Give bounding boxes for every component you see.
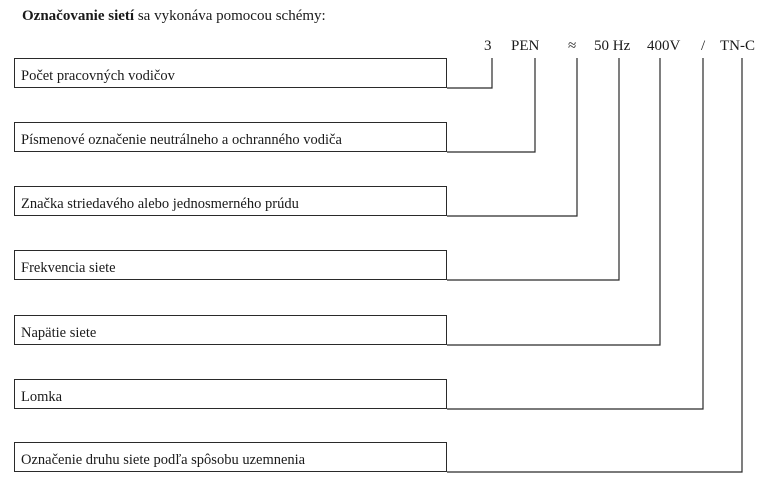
label-box-pen bbox=[14, 122, 447, 152]
label-box-conductor-count bbox=[14, 58, 447, 88]
code-voltage: 400V bbox=[647, 38, 681, 54]
connector-frequency bbox=[447, 58, 619, 280]
label-box-network-type bbox=[14, 442, 447, 472]
label-box-slash bbox=[14, 379, 447, 409]
code-ac-symbol: ≈ bbox=[568, 38, 577, 54]
label-box-voltage bbox=[14, 315, 447, 345]
code-pen: PEN bbox=[511, 38, 540, 54]
connector-network-type bbox=[447, 58, 742, 472]
label-pen: Písmenové označenie neutrálneho a ochranného vodiča bbox=[21, 132, 342, 148]
label-conductor-count: Počet pracovných vodičov bbox=[21, 68, 175, 84]
connector-conductors bbox=[447, 58, 492, 88]
label-current-type: Značka striedavého alebo jednosmerného prúdu bbox=[21, 196, 299, 212]
code-slash: / bbox=[701, 38, 706, 54]
scheme-heading-bold: Označovanie sietí bbox=[22, 8, 135, 24]
code-network-type: TN-C bbox=[720, 38, 755, 54]
scheme-heading-rest: sa vykonáva pomocou schémy: bbox=[134, 8, 326, 24]
label-slash: Lomka bbox=[21, 389, 63, 405]
label-frequency: Frekvencia siete bbox=[21, 260, 116, 276]
connector-ac-symbol bbox=[447, 58, 577, 216]
connector-voltage bbox=[447, 58, 660, 345]
label-box-current-type bbox=[14, 186, 447, 216]
label-box-frequency bbox=[14, 250, 447, 280]
connector-pen bbox=[447, 58, 535, 152]
connector-slash bbox=[447, 58, 703, 409]
label-voltage: Napätie siete bbox=[21, 325, 97, 341]
code-frequency: 50 Hz bbox=[594, 38, 631, 54]
label-network-type: Označenie druhu siete podľa spôsobu uzemnenia bbox=[21, 452, 306, 468]
code-conductors: 3 bbox=[484, 38, 492, 54]
